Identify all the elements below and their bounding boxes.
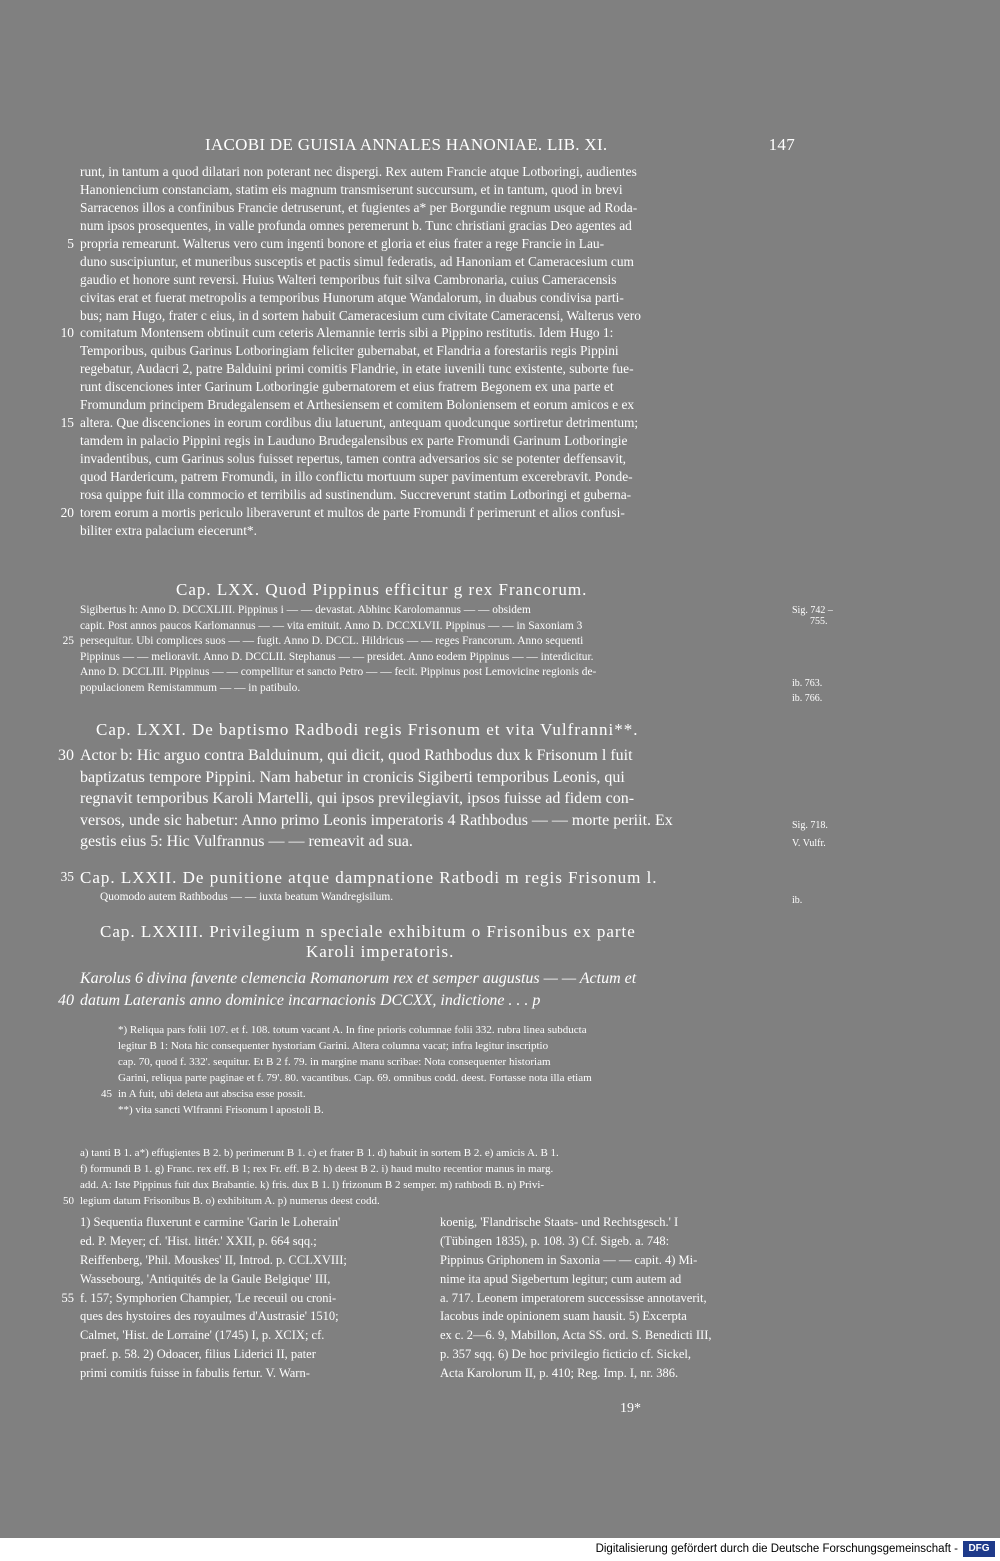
footnotes-right-column (440, 1213, 796, 1383)
line-text: p. 357 sqq. 6) De hoc privilegio ficticio cf. Sickel, (440, 1347, 691, 1362)
line-text: Hanoniencium constanciam, statim eis magnum transmiserunt succursum, et in tantum, quod in brevi (80, 181, 623, 197)
text-line (80, 522, 790, 540)
text-line (80, 1307, 436, 1326)
text-line (80, 968, 790, 990)
line-text: Sigibertus h: Anno D. DCCXLIII. Pippinus i — — devastat. Abhinc Karolomannus — — obsidem (80, 604, 531, 616)
text-line (80, 1345, 436, 1364)
line-number: 40 (58, 991, 74, 1009)
text-line (80, 681, 790, 697)
line-text: rosa quippe fuit illa commocio et terribilis ad sustinendum. Succreverunt statim Lotboringi et guberna- (80, 486, 632, 502)
margin-ref-sig-718: Sig. 718. (792, 820, 828, 831)
text-line (440, 1232, 796, 1251)
chapter-heading-71: Cap. LXXI. De baptismo Radbodi regis Frisonum et vita Vulfranni**. (96, 720, 639, 739)
chapter-73-body (58, 968, 790, 1011)
line-text: Fromundum principem Brudegalensem et Arthesiensem et comitem Boloniensem et eorum amicos e ex (80, 397, 635, 413)
chapter-heading-70: Cap. LXX. Quod Pippinus efficitur g rex Francorum. (176, 580, 588, 599)
margin-ref-ib: ib. (792, 895, 803, 906)
line-text: datum Lateranis anno dominice incarnacionis DCCXX, indictione . . . p (80, 991, 541, 1009)
text-line (80, 253, 790, 271)
line-text: runt discenciones inter Garinum Lotboringie gubernatorem et eius fratrem Begonem ex una parte et (80, 379, 614, 395)
line-text: Pippinus — — melioravit. Anno D. DCCLII. Stephanus — — presidet. Anno eodem Pippinus — — interdicitur. (80, 650, 594, 663)
text-line (80, 788, 790, 810)
text-line (118, 1102, 790, 1118)
line-text: Reiffenberg, 'Phil. Mouskes' II, Introd. p. CCLXVIII; (80, 1252, 347, 1267)
text-line (58, 990, 790, 1012)
text-line (80, 810, 790, 832)
chapter-70-body (62, 603, 790, 696)
line-text: versos, unde sic habetur: Anno primo Leonis imperatoris 4 Rathbodus — — morte periit. Ex (80, 811, 673, 829)
text-line (80, 1270, 436, 1289)
text-line (61, 1289, 436, 1308)
line-text: add. A: Iste Pippinus fuit dux Brabantie. k) fris. dux B 1. l) frizonum B 2 semper. m) rathbodi B. n) Privi- (80, 1179, 545, 1191)
text-line (80, 163, 790, 181)
line-text: **) vita sancti Wlfranni Frisonum l apostoli B. (118, 1104, 324, 1116)
text-line (440, 1270, 796, 1289)
line-number: 55 (61, 1290, 74, 1305)
margin-ref-766: ib. 766. (792, 693, 823, 704)
text-line (63, 1193, 790, 1209)
line-text: Sarracenos illos a confinibus Francie detruserunt, et fugientes a* per Borgundie regnum usque ad Roda- (80, 199, 638, 215)
chapter-heading-73-line1: Cap. LXXIII. Privilegium n speciale exhibitum o Frisonibus ex parte (100, 922, 636, 941)
line-number: 20 (60, 504, 74, 520)
text-line (60, 324, 790, 342)
text-line (80, 1145, 790, 1161)
margin-ref-755: 755. (810, 616, 828, 627)
signature-mark: 19* (620, 1401, 641, 1416)
text-line (80, 181, 790, 199)
chapter-71-body (58, 745, 790, 853)
text-line (60, 504, 790, 522)
variant-readings (63, 1145, 790, 1209)
chapter-heading-72: Cap. LXXII. De punitione atque dampnatione Ratbodi m regis Frisonum l. (80, 868, 658, 887)
line-number: 15 (60, 415, 74, 431)
line-text: a) tanti B 1. a*) effugientes B 2. b) perimerunt B 1. c) et frater B 1. d) habuit in sortem B 2. e) amicis A. B 1. (80, 1147, 559, 1159)
text-line (80, 767, 790, 789)
editorial-notes (101, 1022, 790, 1118)
text-line (80, 271, 790, 289)
line-text: capit. Post annos paucos Karlomannus — — vita emituit. Anno D. DCCXLVII. Pippinus — — in Saxoniam 3 (80, 619, 583, 632)
line-text: praef. p. 58. 2) Odoacer, filius Liderici II, pater (80, 1347, 316, 1362)
line-text: comitatum Montensem obtinuit cum ceteris Alemannie terris sibi a Pippino restitutis. Idem Hugo 1: (80, 325, 614, 341)
footer-bar (0, 1538, 1000, 1561)
line-text: Acta Karolorum II, p. 410; Reg. Imp. I, nr. 386. (440, 1366, 679, 1381)
text-line (101, 1086, 790, 1102)
line-text: ques des hystoires des royaulmes d'Austrasie' 1510; (80, 1309, 339, 1324)
text-line (80, 1177, 790, 1193)
text-line (80, 1364, 436, 1383)
text-line (440, 1307, 796, 1326)
margin-ref-sig-742: Sig. 742 – (792, 605, 833, 616)
line-text: altera. Que discenciones in eorum cordibus diu latuerunt, antequam quodcunque sortiretur detrimentum; (80, 415, 639, 431)
text-line (80, 450, 790, 468)
line-text: baptizatus tempore Pippini. Nam habetur in cronicis Sigiberti temporibus Leonis, qui (80, 768, 625, 786)
line-number: 30 (58, 747, 74, 764)
text-line (80, 831, 790, 853)
line-text: num ipsos prosequentes, in valle profunda omnes peremerunt b. Tunc christiani gracias Deo agentes ad (80, 217, 632, 233)
dfg-logo: DFG (963, 1541, 995, 1557)
line-text: populacionem Remistammum — — in patibulo. (80, 681, 301, 694)
line-text: Wassebourg, 'Antiquités de la Gaule Belgique' III, (80, 1271, 331, 1286)
running-title: IACOBI DE GUISIA ANNALES HANONIAE. LIB. XI. (205, 135, 608, 154)
line-text: gaudio et honore sunt reversi. Huius Walteri temporibus fuit silva Cambronaria, cuius Cameracensis (80, 271, 617, 287)
text-line (440, 1289, 796, 1308)
line-text: legitur B 1: Nota hic consequenter hystoriam Garini. Altera columna vacat; infra legitur inscriptio (118, 1040, 549, 1052)
text-line (80, 1161, 790, 1177)
text-line (80, 307, 790, 325)
line-text: Garini, reliqua parte paginae et f. 79'. 80. vacantibus. Cap. 69. omnibus codd. deest. Fortasse nota illa etiam (118, 1072, 592, 1084)
margin-ref-763: ib. 763. (792, 678, 823, 689)
text-line (80, 289, 790, 307)
text-line (80, 342, 790, 360)
text-line (118, 1038, 790, 1054)
margin-ref-vulfr: V. Vulfr. (792, 838, 826, 849)
line-text: civitas erat et fuerat metropolis a temporibus Hunorum atque Wandalorum, in duabus condivisa parti- (80, 289, 624, 305)
text-line (62, 634, 790, 650)
text-line (118, 1070, 790, 1086)
line-text: propria remearunt. Walterus vero cum ingenti bonore et gloria et eius frater a rege Francie in Lau- (80, 235, 605, 251)
line-text: (Tübingen 1835), p. 108. 3) Cf. Sigeb. a. 748: (440, 1233, 670, 1248)
text-line (440, 1364, 796, 1383)
text-line (118, 1054, 790, 1070)
line-text: Anno D. DCCLIII. Pippinus — — compellitur et sancto Petro — — fecit. Pippinus post Lemovicine regionis de- (80, 666, 597, 678)
chapter-heading-73-line2: Karoli imperatoris. (306, 942, 455, 961)
line-number: 25 (62, 635, 74, 647)
text-line (58, 745, 790, 767)
line-text: invadentibus, cum Garinus solus fuisset repertus, tamen contra adversarios sic se potenter deffensavit, (80, 451, 627, 466)
line-text: Pippinus Griphonem in Saxonia — — capit. 4) Mi- (440, 1252, 698, 1267)
line-number-35: 35 (60, 869, 74, 884)
text-line (80, 603, 790, 619)
line-text: *) Reliqua pars folii 107. et f. 108. totum vacant A. In fine prioris columnae folii 332. rubra linea subducta (118, 1024, 587, 1036)
footnotes-left-column (61, 1213, 436, 1383)
line-text: duno suscipiuntur, et muneribus susceptis et pactis simul federatis, ad Hanoniam et Cameracesium cum (80, 253, 634, 269)
text-line (80, 360, 790, 378)
line-text: biliter extra palacium eiecerunt*. (80, 522, 257, 538)
line-text: quod Hardericum, patrem Fromundi, in illo conflictu mortuum super pavimentum excerebravit. Ponde- (80, 468, 633, 484)
line-text: Iacobus inde opinionem suam hausit. 5) Excerpta (440, 1309, 687, 1324)
text-line (80, 1213, 436, 1232)
line-text: cap. 70, quod f. 332'. sequitur. Et B 2 f. 79. in margine manu scribae: Nota consequenter historiam (118, 1056, 551, 1068)
text-line (440, 1213, 796, 1232)
text-line (80, 432, 790, 450)
line-text: regnavit temporibus Karoli Martelli, qui ipsos previlegiavit, ipsos fuisse ad fidem con- (80, 790, 635, 808)
text-line (118, 1022, 790, 1038)
line-text: Karolus 6 divina favente clemencia Romanorum rex et semper augustus — — Actum et (80, 970, 637, 987)
text-line (80, 1232, 436, 1251)
text-line (80, 217, 790, 235)
text-line (80, 1326, 436, 1345)
page-number: 147 (768, 135, 795, 154)
line-text: f) formundi B 1. g) Franc. rex eff. B 1; rex Fr. eff. B 2. h) deest B 2. i) haud multo recentior manus in marg. (80, 1163, 554, 1175)
line-text: bus; nam Hugo, frater c eius, in d sortem habuit Cameracesium cum civitate Cameracensi, Walterus vero (80, 307, 641, 323)
line-text: 1) Sequentia fluxerunt e carmine 'Garin le Loherain' (80, 1215, 341, 1229)
line-text: regebatur, Audacri 2, patre Balduini primi comitis Flandrie, in etate iuvenili tunc existente, suborte fue- (80, 361, 634, 377)
text-line (440, 1345, 796, 1364)
line-text: a. 717. Leonem imperatorem successisse annotaverit, (440, 1290, 707, 1305)
text-line (440, 1326, 796, 1345)
line-text: primi comitis fuisse in fabulis fertur. V. Warn- (80, 1366, 310, 1381)
line-number: 5 (67, 235, 74, 251)
line-text: koenig, 'Flandrische Staats- und Rechtsgesch.' I (440, 1215, 679, 1229)
text-line (80, 650, 790, 666)
main-text (60, 163, 790, 540)
line-number: 10 (60, 325, 74, 341)
line-text: ex c. 2—6. 9, Mabillon, Acta SS. ord. S. Benedicti III, (440, 1328, 712, 1343)
line-text: legium datum Frisonibus B. o) exhibitum A. p) numerus deest codd. (80, 1195, 380, 1207)
line-text: gestis eius 5: Hic Vulfrannus — — remeavit ad sua. (80, 833, 413, 851)
line-number: 50 (63, 1195, 74, 1207)
line-text: tamdem in palacio Pippini regis in Lauduno Brudegalensibus ex parte Fromundi Garinum Lotboringie (80, 433, 628, 449)
text-line (80, 619, 790, 635)
text-line (80, 1251, 436, 1270)
line-text: Temporibus, quibus Garinus Lotboringiam feliciter gubernabat, et Flandria a forestariis regis Pippini (80, 343, 619, 359)
text-line (80, 378, 790, 396)
dfg-funding-note: Digitalisierung gefördert durch die Deutsche Forschungsgemeinschaft - (595, 1543, 958, 1555)
line-text: Calmet, 'Hist. de Lorraine' (1745) I, p. XCIX; cf. (80, 1328, 325, 1343)
line-text: ed. P. Meyer; cf. 'Hist. littér.' XXII, p. 664 sqq.; (80, 1233, 317, 1248)
text-line (80, 468, 790, 486)
text-line (80, 396, 790, 414)
text-line (80, 199, 790, 217)
line-text: nime ita apud Sigebertum legitur; cum autem ad (440, 1271, 682, 1286)
chapter-72-body: Quomodo autem Rathbodus — — iuxta beatum Wandregisilum. (100, 891, 394, 903)
line-text: f. 157; Symphorien Champier, 'Le receuil ou croni- (80, 1290, 337, 1305)
line-text: persequitur. Ubi complices suos — — fugit. Anno D. DCCL. Hildricus — — reges Francorum. Anno sequenti (80, 635, 584, 647)
text-line (67, 235, 790, 253)
text-line (440, 1251, 796, 1270)
text-line (80, 486, 790, 504)
line-text: runt, in tantum a quod dilatari non poterant nec dispergi. Rex autem Francie atque Lotboringi, audientes (80, 164, 637, 179)
line-text: in A fuit, ubi deleta aut abscisa esse possit. (118, 1088, 306, 1100)
line-number: 45 (101, 1088, 112, 1100)
line-text: torem eorum a mortis periculo liberaverunt et multos de parte Fromundi f perimerunt et alios confusi- (80, 504, 625, 520)
text-line (60, 414, 790, 432)
line-text: Actor b: Hic arguo contra Balduinum, qui dicit, quod Rathbodus dux k Frisonum l fuit (80, 747, 633, 764)
text-line (80, 665, 790, 681)
